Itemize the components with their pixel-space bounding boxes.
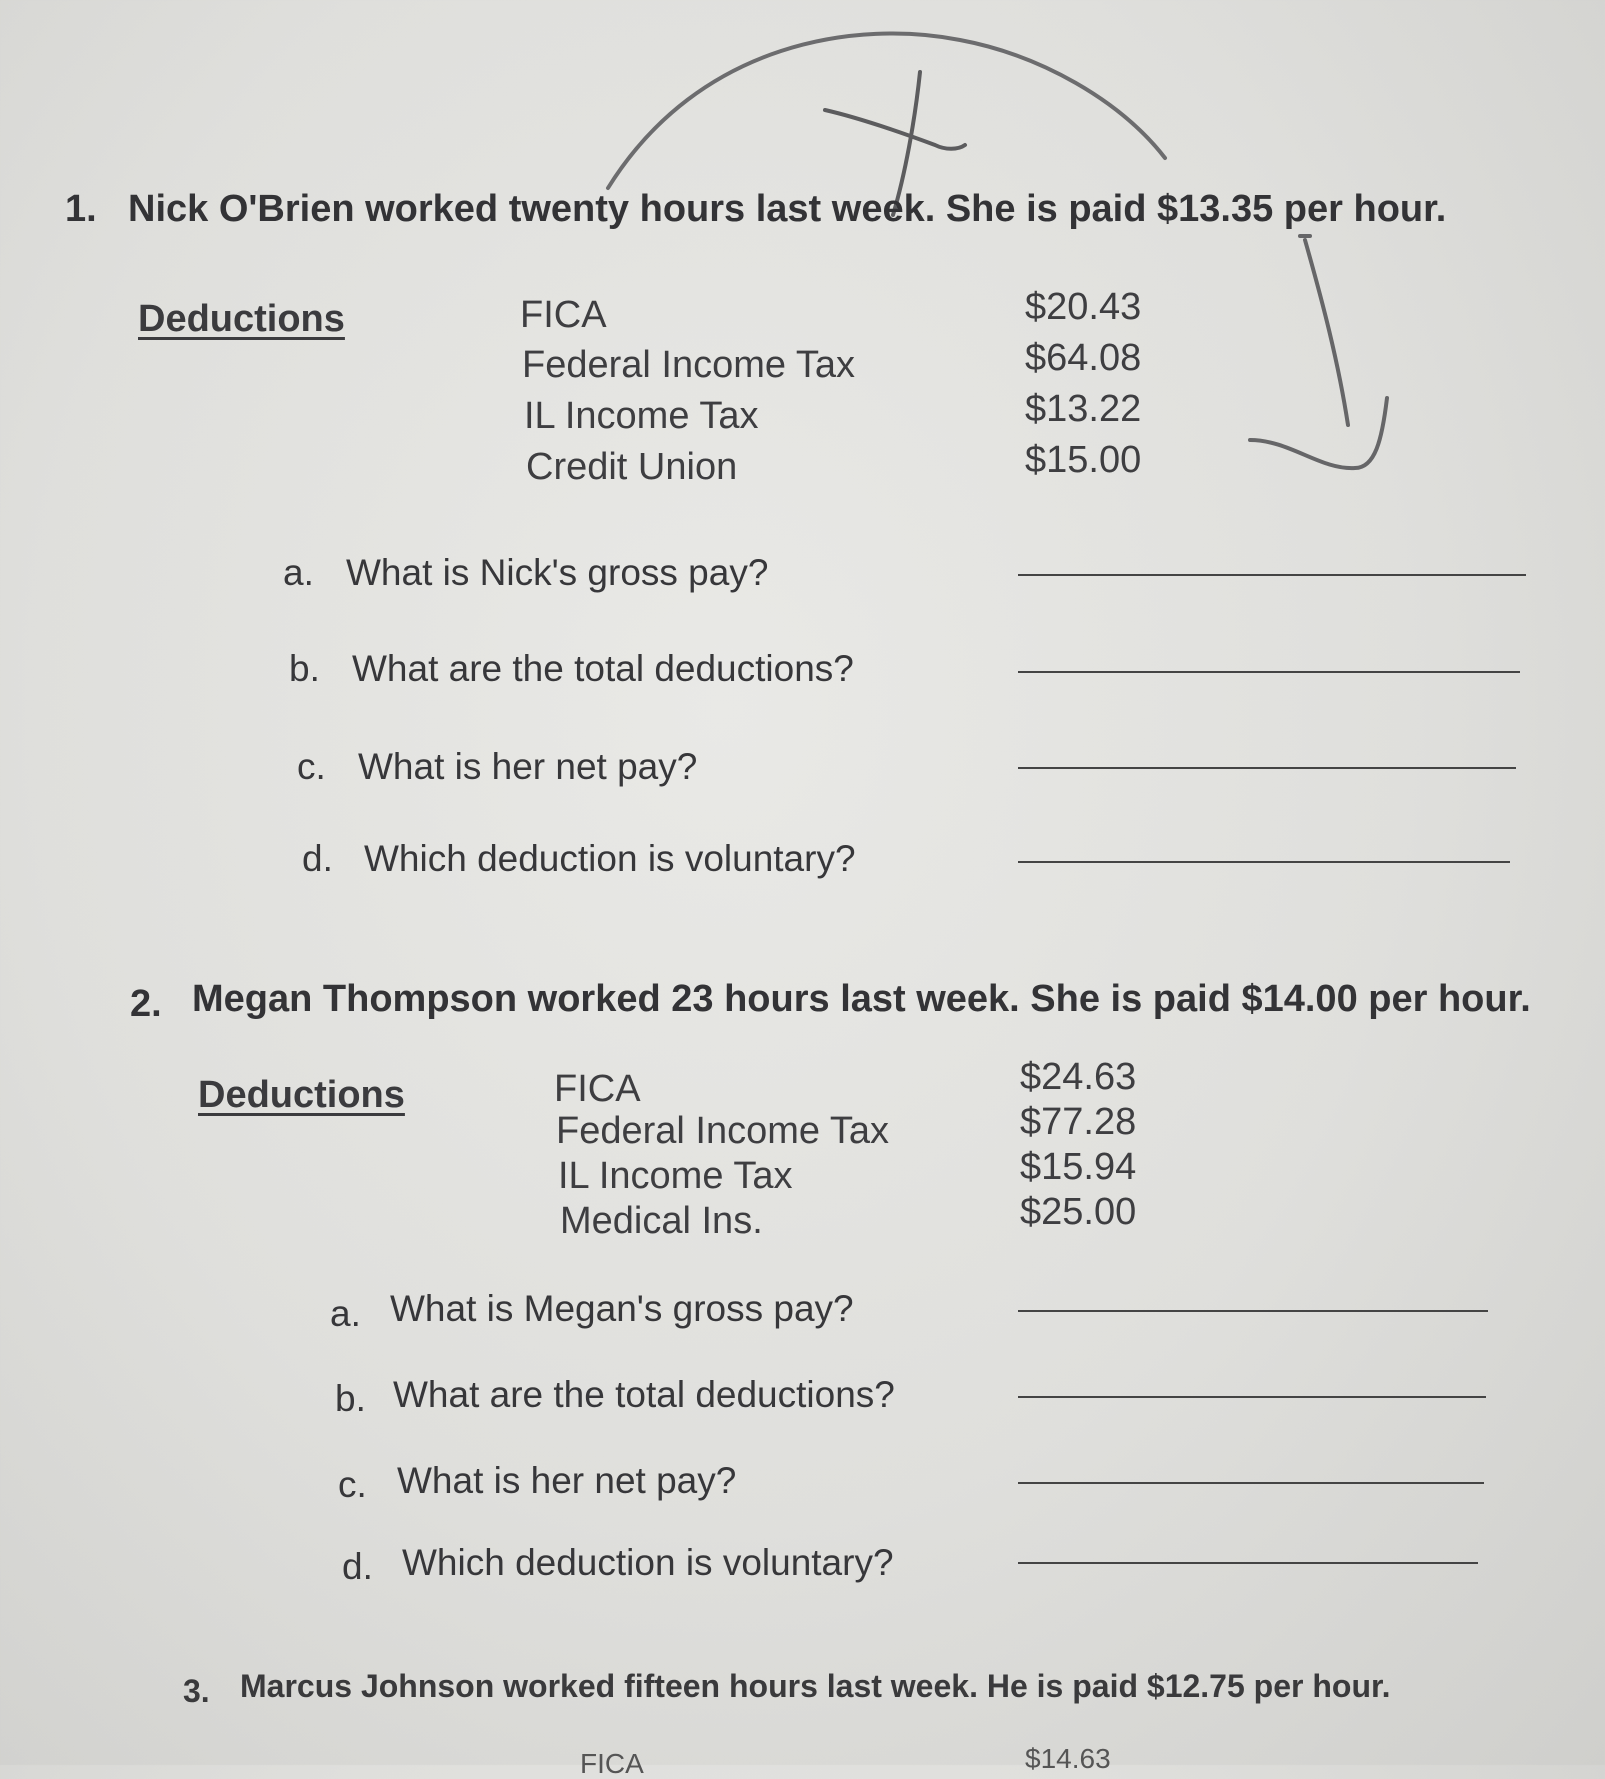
deduction-amount: $14.63 [1025, 1743, 1111, 1774]
question-letter: c. [338, 1464, 367, 1505]
answer-line[interactable] [1018, 671, 1520, 673]
question-text: Which deduction is voluntary? [402, 1542, 894, 1583]
deduction-name: Credit Union [526, 446, 738, 488]
problem-1-deductions-heading: Deductions [138, 298, 345, 340]
deduction-name: Federal Income Tax [522, 344, 856, 386]
question-letter: a. [283, 552, 314, 593]
question-letter: d. [342, 1546, 373, 1587]
deduction-name: FICA [520, 294, 607, 336]
deduction-amount: $25.00 [1020, 1191, 1137, 1233]
question-text: Which deduction is voluntary? [364, 838, 856, 879]
answer-line[interactable] [1018, 1482, 1484, 1484]
deduction-name: IL Income Tax [524, 395, 759, 437]
pencil-cross-mark [825, 110, 965, 149]
deduction-name: Medical Ins. [560, 1200, 763, 1242]
answer-line[interactable] [1018, 1562, 1478, 1564]
problem-2-deductions-heading: Deductions [198, 1074, 405, 1116]
question-text: What is her net pay? [397, 1460, 737, 1501]
question-text: What are the total deductions? [393, 1374, 895, 1415]
question-letter: c. [297, 746, 326, 787]
question-letter: b. [289, 648, 320, 689]
deduction-amount: $20.43 [1025, 286, 1142, 328]
problem-3-number: 3. [183, 1673, 210, 1709]
deduction-amount: $15.94 [1020, 1146, 1137, 1188]
deduction-amount: $24.63 [1020, 1056, 1137, 1098]
deduction-name: FICA [580, 1748, 644, 1779]
problem-2-statement: Megan Thompson worked 23 hours last week. She is paid $14.00 per hour. [192, 978, 1531, 1020]
answer-line[interactable] [1018, 767, 1516, 769]
pencil-bracket-mark [1305, 240, 1348, 425]
deduction-amount: $64.08 [1025, 337, 1142, 379]
pencil-arc-mark [608, 34, 1165, 188]
question-letter: a. [330, 1293, 361, 1334]
problem-1-number: 1. [65, 188, 97, 230]
question-letter: b. [335, 1378, 366, 1419]
answer-line[interactable] [1018, 574, 1526, 576]
deduction-amount: $77.28 [1020, 1101, 1137, 1143]
pencil-hook-mark [1250, 398, 1387, 468]
problem-1-statement: Nick O'Brien worked twenty hours last week. She is paid $13.35 per hour. [128, 188, 1447, 230]
deduction-name: Federal Income Tax [556, 1110, 890, 1152]
answer-line[interactable] [1018, 1396, 1486, 1398]
answer-line[interactable] [1018, 861, 1510, 863]
question-text: What is her net pay? [358, 746, 698, 787]
answer-line[interactable] [1018, 1310, 1488, 1312]
problem-2-number: 2. [130, 983, 162, 1025]
deduction-name: FICA [554, 1068, 641, 1110]
deduction-name: IL Income Tax [558, 1155, 793, 1197]
question-letter: d. [302, 838, 333, 879]
deduction-amount: $15.00 [1025, 439, 1142, 481]
problem-3-statement: Marcus Johnson worked fifteen hours last week. He is paid $12.75 per hour. [240, 1668, 1391, 1704]
question-text: What are the total deductions? [352, 648, 854, 689]
question-text: What is Megan's gross pay? [390, 1288, 854, 1329]
deduction-amount: $13.22 [1025, 388, 1142, 430]
question-text: What is Nick's gross pay? [346, 552, 769, 593]
